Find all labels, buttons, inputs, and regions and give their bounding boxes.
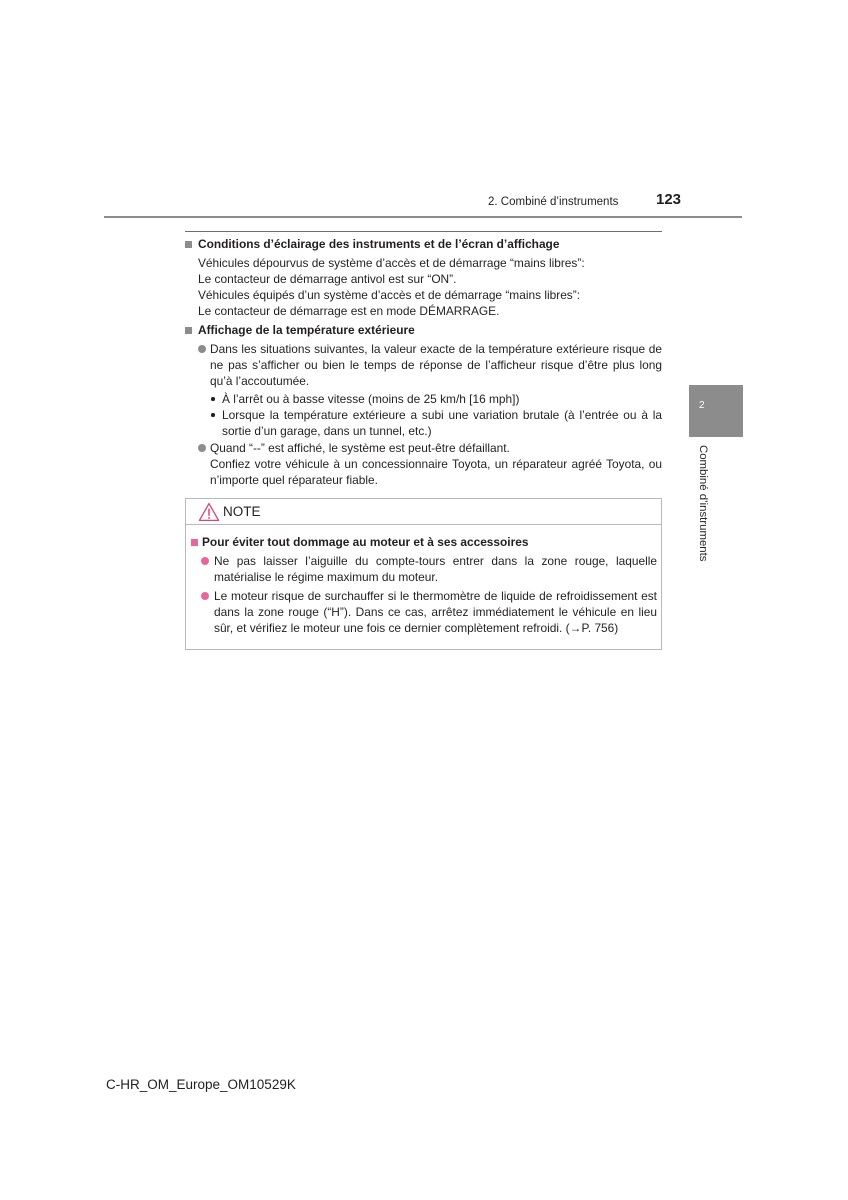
section-heading — [185, 236, 662, 252]
note-header — [186, 499, 661, 525]
list-item: Dans les situations suivantes, la valeur exacte de la température extérieure risque de ne pas s’afficher ou bien le temps de réponse de l’afficheur risque d’être plus long qu’à l’accoutumée. — [210, 342, 662, 388]
section-heading-text: Affichage de la température extérieure — [198, 323, 415, 337]
section-rule — [185, 231, 662, 232]
round-bullet-icon — [201, 592, 209, 600]
list-item — [210, 440, 662, 488]
note-title: NOTE — [223, 504, 261, 519]
body-line: Véhicules dépourvus de système d’accès et de démarrage “mains libres”: — [198, 256, 585, 270]
warning-triangle-icon — [198, 502, 220, 522]
sub-list-item: Lorsque la température extérieure a subi une variation brutale (à l’entrée ou à la sortie d’un garage, dans un tunnel, etc.) — [222, 408, 662, 438]
chapter-tab-number: 2 — [699, 400, 705, 411]
note-heading: Pour éviter tout dommage au moteur et à ses accessoires — [202, 535, 529, 549]
small-bullet-icon — [211, 397, 215, 401]
note-box — [185, 498, 662, 650]
chapter-tab-label: Combiné d’instruments — [697, 445, 709, 562]
note-list-item: Le moteur risque de surchauffer si le thermomètre de liquide de refroidissement est dans la zone rouge (“H”). Dans ce cas, arrêtez immédiatement le véhicule en lieu sûr, et vérifiez le moteur une fois ce dernier complètement refroidi. (→P. 756) — [214, 589, 657, 635]
header-rule — [104, 216, 742, 218]
round-bullet-icon — [198, 345, 206, 353]
list-item-text: Quand “--” est affiché, le système est peut-être défaillant. — [210, 441, 510, 455]
sub-list — [222, 391, 662, 439]
section-heading — [185, 322, 662, 338]
section-body — [198, 255, 662, 319]
document-code: C-HR_OM_Europe_OM10529K — [106, 1077, 296, 1092]
round-bullet-icon — [198, 444, 206, 452]
list-item-continuation: Confiez votre véhicule à un concessionnaire Toyota, un réparateur agréé Toyota, ou n’importe quel réparateur fiable. — [210, 457, 662, 487]
square-bullet-icon — [191, 539, 198, 546]
page-number: 123 — [656, 191, 682, 208]
square-bullet-icon — [185, 241, 192, 248]
square-bullet-icon — [185, 327, 192, 334]
chapter-title: 2. Combiné d’instruments — [488, 196, 619, 208]
body-line: Le contacteur de démarrage est en mode DÉMARRAGE. — [198, 304, 500, 318]
round-bullet-icon — [201, 557, 209, 565]
note-list-item: Ne pas laisser l’aiguille du compte-tours entrer dans la zone rouge, laquelle matérialise le régime maximum du moteur. — [214, 554, 657, 584]
body-line: Le contacteur de démarrage antivol est sur “ON”. — [198, 272, 457, 286]
body-line: Véhicules équipés d’un système d’accès et de démarrage “mains libres”: — [198, 288, 581, 302]
section-heading-text: Conditions d’éclairage des instruments et de l’écran d’affichage — [198, 237, 560, 251]
sub-list-item: À l’arrêt ou à basse vitesse (moins de 25 km/h [16 mph]) — [222, 392, 520, 406]
chapter-tab — [689, 385, 743, 437]
small-bullet-icon — [211, 413, 215, 417]
